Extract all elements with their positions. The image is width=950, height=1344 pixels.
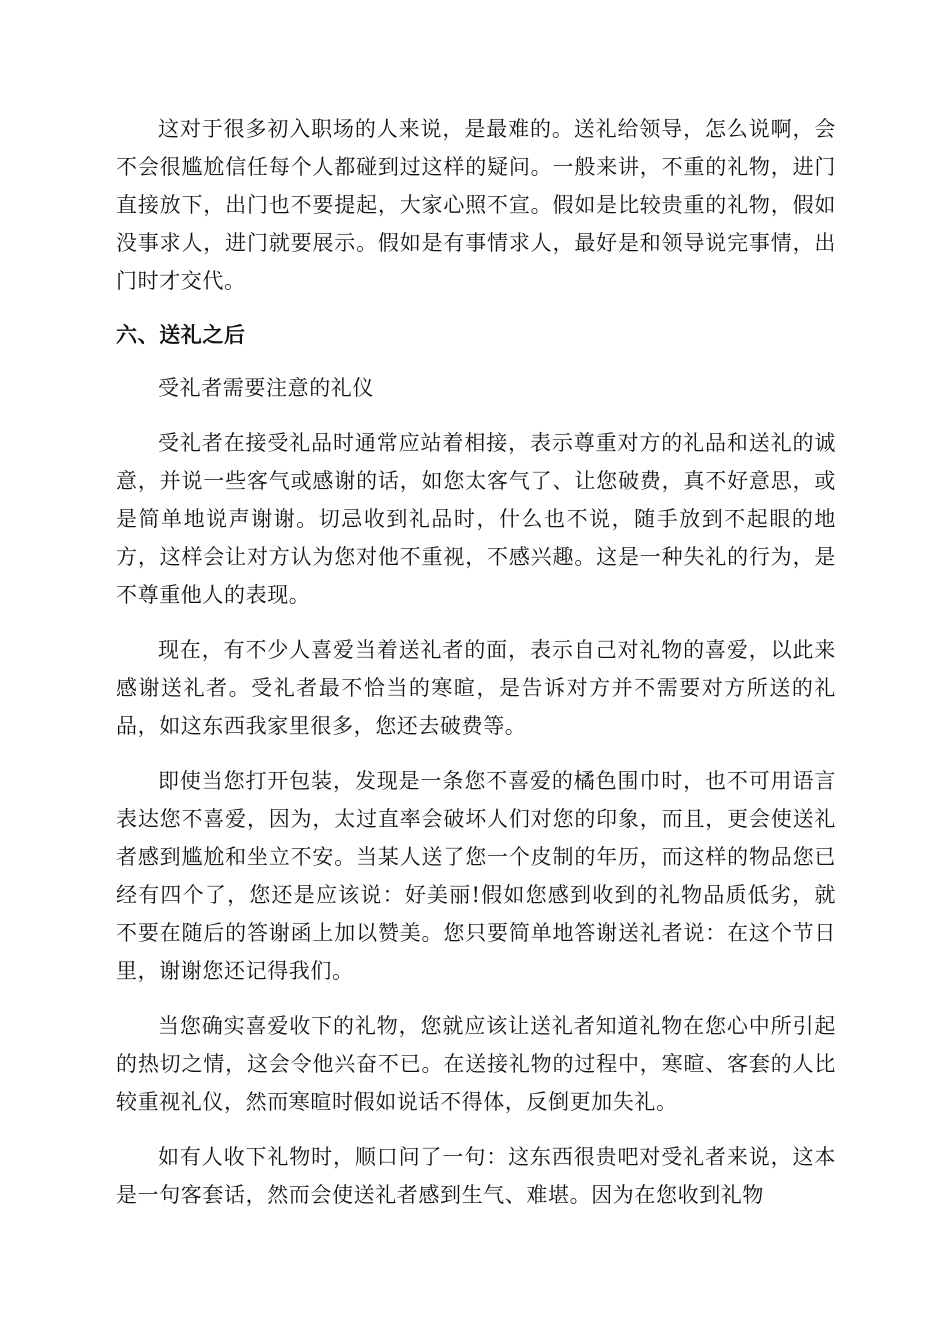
paragraph-liked-gift: 当您确实喜爱收下的礼物，您就应该让送礼者知道礼物在您心中所引起的热切之情，这会令他兴奋不已。在送接礼物的过程中，寒暄、客套的人比较重视礼仪，然而寒暄时假如说话不得体，反倒更加失礼。	[116, 1014, 836, 1114]
paragraph-showing-appreciation: 现在，有不少人喜爱当着送礼者的面，表示自己对礼物的喜爱，以此来感谢送礼者。受礼者最不恰当的寒暄，是告诉对方并不需要对方所送的礼品，如这东西我家里很多，您还去破费等。	[116, 638, 836, 738]
paragraph-disliked-gift: 即使当您打开包装，发现是一条您不喜爱的橘色围巾时，也不可用语言表达您不喜爱，因为，太过直率会破坏人们对您的印象，而且，更会使送礼者感到尴尬和坐立不安。当某人送了您一个皮制的年历，而这样的物品您已经有四个了，您还是应该说：好美丽!假如您感到收到的礼物品质低劣，就不要在随后的答谢函上加以赞美。您只要简单地答谢送礼者说：在这个节日里，谢谢您还记得我们。	[116, 769, 836, 983]
paragraph-expensive-question: 如有人收下礼物时，顺口问了一句：这东西很贵吧对受礼者来说，这本是一句客套话，然而会使送礼者感到生气、难堪。因为在您收到礼物	[116, 1145, 836, 1207]
subheading: 受礼者需要注意的礼仪	[158, 376, 374, 400]
paragraph-gift-to-leader: 这对于很多初入职场的人来说，是最难的。送礼给领导，怎么说啊，会不会很尴尬信任每个人都碰到过这样的疑问。一般来讲，不重的礼物，进门直接放下，出门也不要提起，大家心照不宣。假如是比较贵重的礼物，假如没事求人，进门就要展示。假如是有事情求人，最好是和领导说完事情，出门时才交代。	[116, 117, 836, 293]
section-heading: 六、送礼之后	[116, 323, 246, 347]
paragraph-receiving-gift: 受礼者在接受礼品时通常应站着相接，表示尊重对方的礼品和送礼的诚意，并说一些客气或感谢的话，如您太客气了、让您破费，真不好意思，或是简单地说声谢谢。切忌收到礼品时，什么也不说，随手放到不起眼的地方，这样会让对方认为您对他不重视，不感兴趣。这是一种失礼的行为，是不尊重他人的表现。	[116, 431, 836, 607]
document-body	[116, 110, 836, 1231]
